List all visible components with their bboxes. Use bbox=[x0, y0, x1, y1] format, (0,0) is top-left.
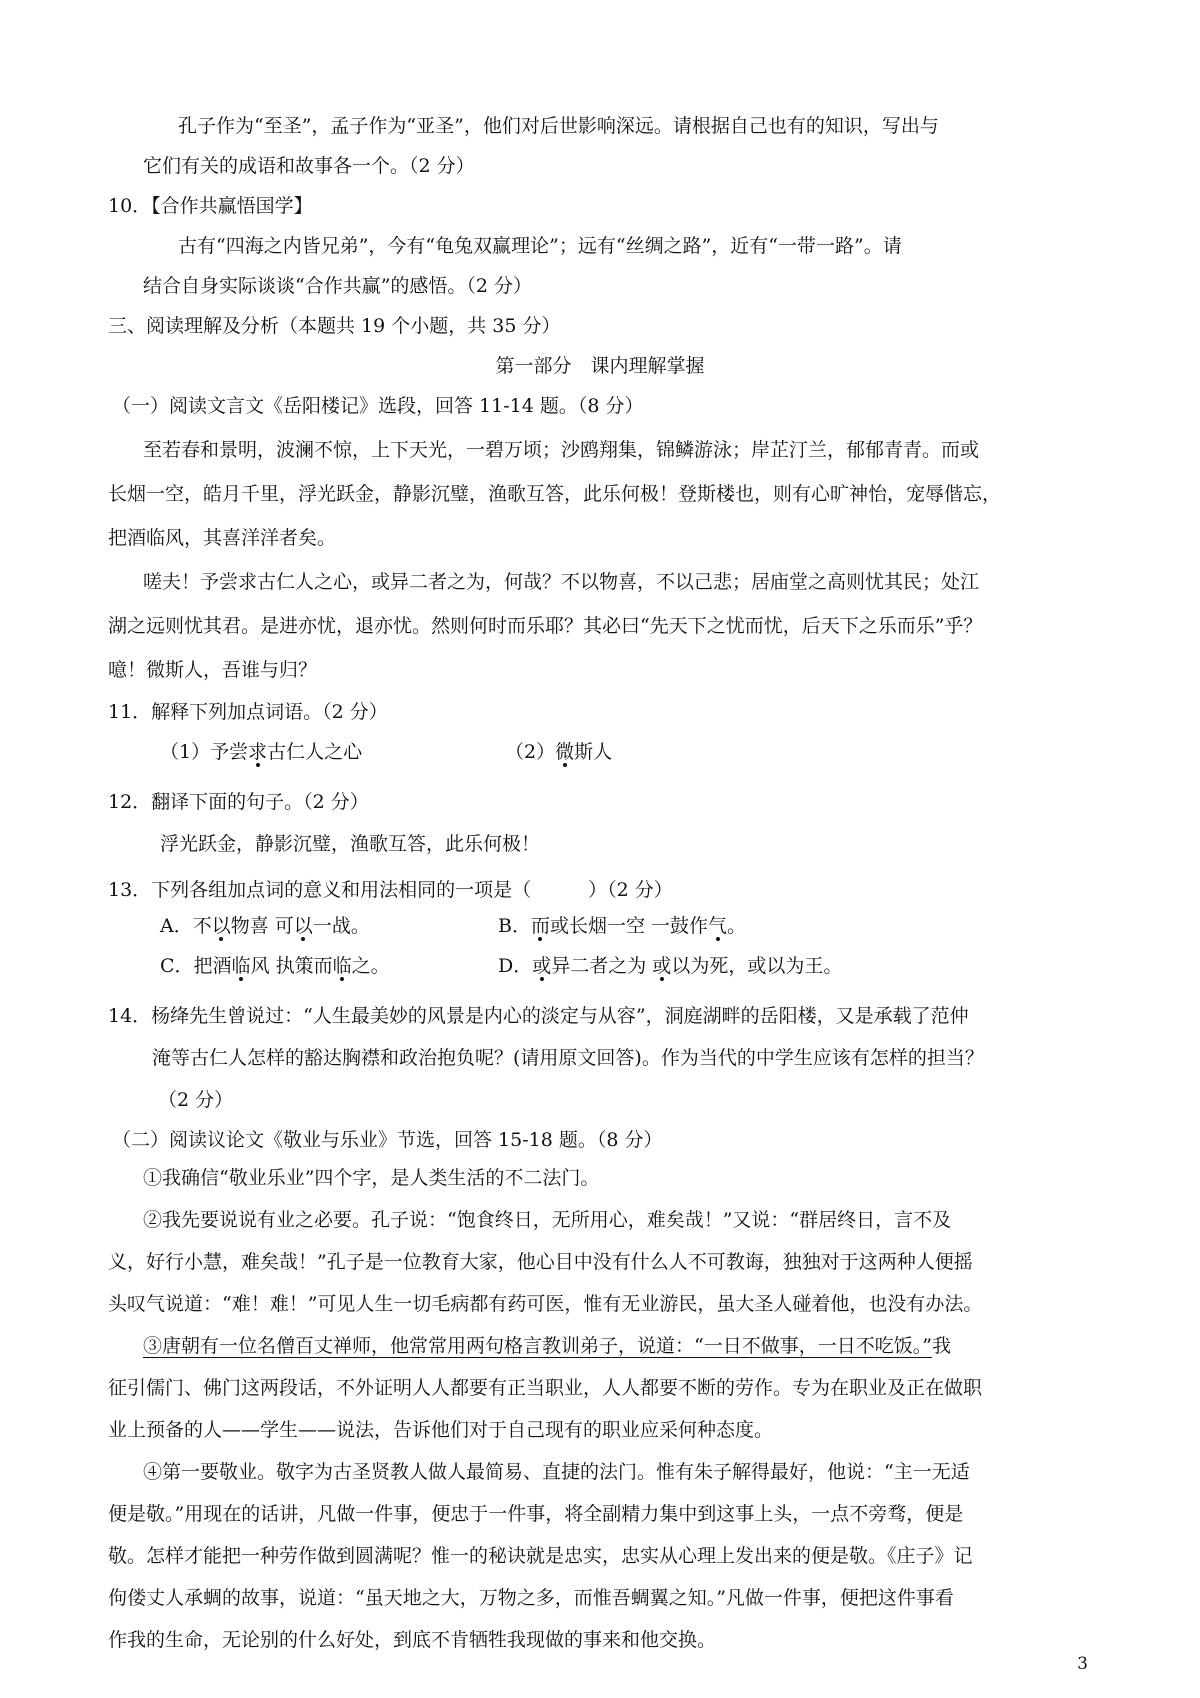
dotted-char: 或 bbox=[532, 955, 552, 977]
text-line: 把酒临风，其喜洋洋者矣。 bbox=[108, 527, 337, 549]
question-12-sentence: 浮光跃金，静影沉璧，渔歌互答，此乐何极！ bbox=[160, 833, 541, 855]
part-1-heading: 第一部分 课内理解掌握 bbox=[495, 355, 705, 377]
text-line: 嗟夫！予尝求古仁人之心，或异二者之为，何哉？不以物喜，不以己悲；居庙堂之高则忧其民；处江 bbox=[143, 571, 980, 593]
option-a bbox=[160, 908, 370, 944]
text-line: 便是敬。”用现在的话讲，凡做一件事，便忠于一件事，将全副精力集中到这事上头，一点不旁骛，便是 bbox=[108, 1503, 964, 1525]
option-d bbox=[498, 948, 842, 984]
question-14-line: 14．杨绛先生曾说过：“人生最美妙的风景是内心的淡定与从容”，洞庭湖畔的岳阳楼，又是承载了范仲 bbox=[108, 1005, 969, 1027]
question-10-heading: 10．【合作共赢悟国学】 bbox=[108, 195, 313, 217]
text-line: 结合自身实际谈谈“合作共赢”的感悟。（2 分） bbox=[143, 275, 533, 297]
page-number: 3 bbox=[1077, 1654, 1088, 1674]
dotted-char: 临 bbox=[231, 955, 251, 977]
section-3-heading: 三、阅读理解及分析（本题共 19 个小题，共 35 分） bbox=[108, 315, 561, 337]
text-span: 我 bbox=[931, 1335, 951, 1357]
option-b bbox=[498, 908, 746, 944]
text-line: ①我确信“敬业乐业”四个字，是人类生活的不二法门。 bbox=[143, 1167, 600, 1189]
text-line: 佝偻丈人承蜩的故事，说道：“虽天地之大，万物之多，而惟吾蜩翼之知。”凡做一件事，便把这件事看 bbox=[108, 1587, 954, 1609]
dotted-char: 临 bbox=[332, 955, 352, 977]
text-span: （1）予尝 bbox=[160, 741, 249, 763]
text-line: 至若春和景明，波澜不惊，上下天光，一碧万顷；沙鸥翔集，锦鳞游泳；岸芷汀兰，郁郁青青。而或 bbox=[143, 439, 980, 461]
text-span: 斯人 bbox=[574, 741, 613, 763]
text-span: 古仁人之心 bbox=[267, 741, 363, 763]
text-span: 或长烟一空 一鼓作 bbox=[549, 915, 709, 937]
text-span: A．不 bbox=[160, 915, 212, 937]
text-line: 敬。怎样才能把一种劳作做到圆满呢？惟一的秘诀就是忠实，忠实从心理上发出来的便是敬。《庄子》记 bbox=[108, 1545, 973, 1567]
question-11-item-1 bbox=[160, 734, 362, 770]
dotted-char: 而 bbox=[530, 915, 550, 937]
question-14-line: （2 分） bbox=[158, 1089, 234, 1111]
text-span: （2） bbox=[505, 741, 556, 763]
text-line: ②我先要说说有业之必要。孔子说：“饱食终日，无所用心，难矣哉！”又说：“群居终日，言不及 bbox=[143, 1209, 952, 1231]
dotted-char: 气 bbox=[708, 915, 728, 937]
question-14-line: 淹等古仁人怎样的豁达胸襟和政治抱负呢？(请用原文回答)。作为当代的中学生应该有怎样的担当？ bbox=[152, 1047, 984, 1069]
text-line: 长烟一空，皓月千里，浮光跃金，静影沉璧，渔歌互答，此乐何极！登斯楼也，则有心旷神怡，宠辱偕忘， bbox=[108, 483, 1002, 505]
text-line: 业上预备的人——学生——说法，告诉他们对于自己现有的职业应采何种态度。 bbox=[108, 1419, 774, 1441]
text-line: 噫！微斯人，吾谁与归？ bbox=[108, 659, 318, 681]
text-line: 征引儒门、佛门这两段话，不外证明人人都要有正当职业，人人都要不断的劳作。专为在职业及正在做职 bbox=[108, 1377, 983, 1399]
text-line bbox=[143, 1328, 951, 1364]
text-span: C．把酒 bbox=[160, 955, 232, 977]
dotted-char: 或 bbox=[652, 955, 672, 977]
text-span: 。 bbox=[727, 915, 747, 937]
text-line: ④第一要敬业。敬字为古圣贤教人做人最简易、直捷的法门。惟有朱子解得最好，他说：“主一无适 bbox=[143, 1461, 970, 1483]
question-12-heading: 12．翻译下面的句子。（2 分） bbox=[108, 791, 369, 813]
text-span: 一战。 bbox=[312, 915, 370, 937]
text-span: 以为死，或以为王。 bbox=[671, 955, 843, 977]
dotted-char: 求 bbox=[248, 741, 268, 763]
underlined-sentence: ③唐朝有一位名僧百丈禅师，他常常用两句格言教训弟子，说道：“一日不做事，一日不吃饭。” bbox=[143, 1335, 932, 1357]
text-span: 物喜 可 bbox=[230, 915, 294, 937]
dotted-char: 以 bbox=[293, 915, 313, 937]
text-span: 异二者之为 bbox=[551, 955, 653, 977]
dotted-char: 微 bbox=[555, 741, 575, 763]
dotted-char: 以 bbox=[211, 915, 231, 937]
question-11-heading: 11．解释下列加点词语。（2 分） bbox=[108, 701, 388, 723]
text-line: 义，好行小慧，难矣哉！”孔子是一位教育大家，他心目中没有什么人不可教诲，独独对于这两种人便摇 bbox=[108, 1251, 973, 1273]
subsection-1-heading: （一）阅读文言文《岳阳楼记》选段，回答 11-14 题。（8 分） bbox=[112, 395, 644, 417]
text-span: D． bbox=[498, 955, 533, 977]
text-line: 古有“四海之内皆兄弟”，今有“龟兔双赢理论”；远有“丝绸之路”，近有“一带一路”。请 bbox=[178, 235, 902, 257]
subsection-2-heading: （二）阅读议论文《敬业与乐业》节选，回答 15-18 题。（8 分） bbox=[112, 1129, 663, 1151]
question-13-heading: 13．下列各组加点词的意义和用法相同的一项是（ ）（2 分） bbox=[108, 879, 673, 901]
option-c bbox=[160, 948, 390, 984]
text-line: 作我的生命，无论别的什么好处，到底不肯牺牲我现做的事来和他交换。 bbox=[108, 1629, 717, 1651]
text-span: 风 执策而 bbox=[250, 955, 333, 977]
text-line: 它们有关的成语和故事各一个。（2 分） bbox=[143, 155, 475, 177]
question-11-item-2 bbox=[505, 734, 612, 770]
text-line: 湖之远则忧其君。是进亦忧，退亦忧。然则何时而乐耶？其必曰“先天下之忧而忧，后天下之乐而乐”乎？ bbox=[108, 615, 983, 637]
text-line: 头叹气说道：“难！难！”可见人生一切毛病都有药可医，惟有无业游民，虽大圣人碰着他，也没有办法。 bbox=[108, 1293, 983, 1315]
text-span: B． bbox=[498, 915, 531, 937]
text-span: 之。 bbox=[351, 955, 390, 977]
text-line: 孔子作为“至圣”，孟子作为“亚圣”，他们对后世影响深远。请根据自己也有的知识，写出与 bbox=[178, 115, 939, 137]
